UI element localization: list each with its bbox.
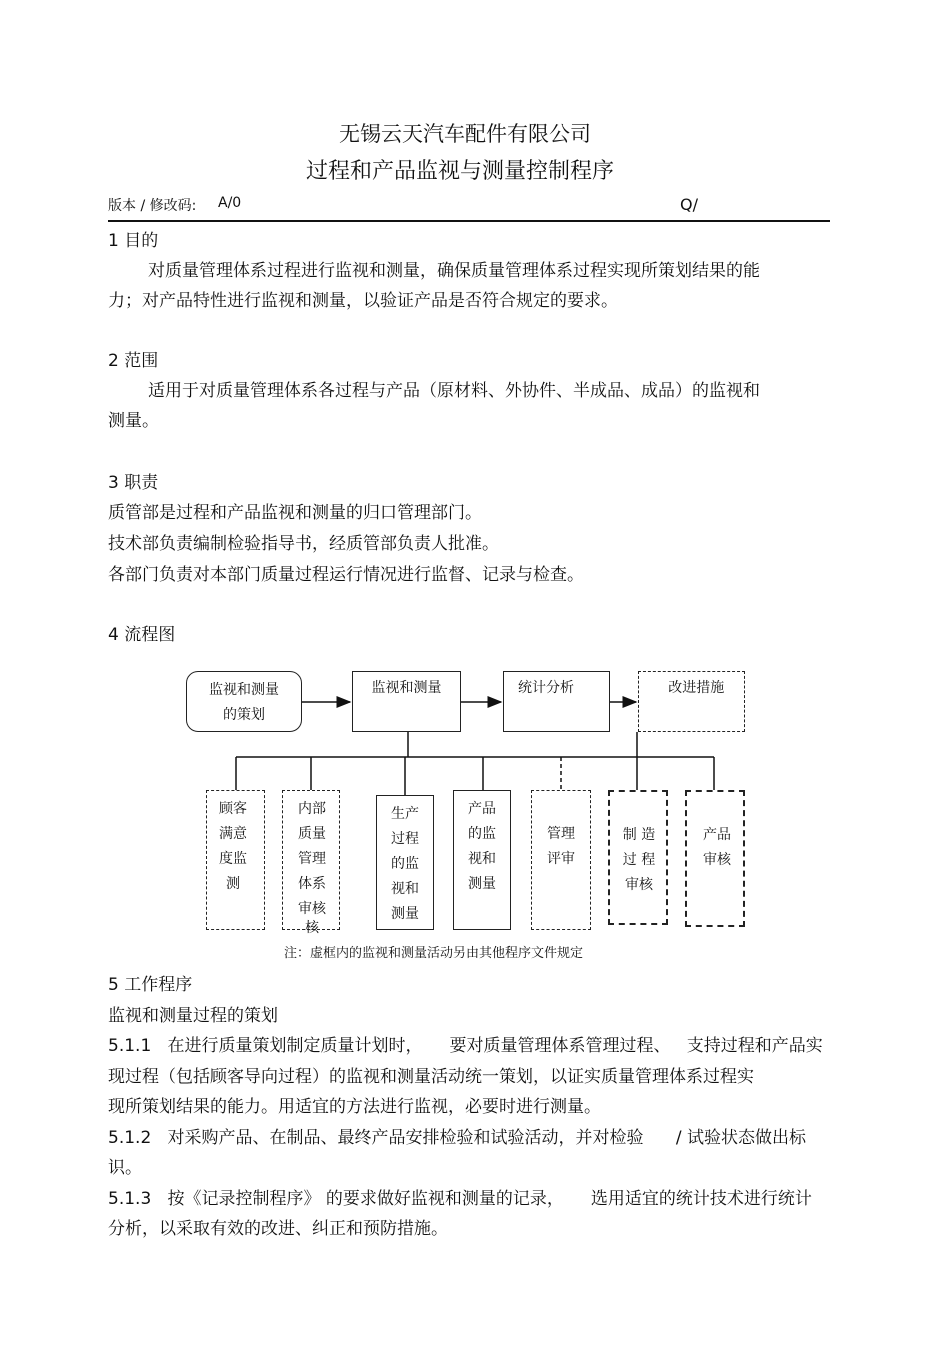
sub-box-production-process: [376, 795, 434, 930]
flow-box-planning: [186, 671, 302, 732]
section-1-line-1: 对质量管理体系过程进行监视和测量，确保质量管理体系过程实现所策划结果的能: [148, 261, 760, 281]
sub-text: 测量: [391, 906, 419, 922]
company-name: 无锡云天汽车配件有限公司: [339, 122, 591, 146]
version-value: A/0: [218, 195, 242, 211]
sub-text: 制 造: [622, 827, 656, 843]
p511-line-1: 5.1.1 在进行质量策划制定质量计划时， 要对质量管理体系管理过程、 支持过程和产品实: [108, 1036, 823, 1056]
sub-text: 体系: [298, 876, 326, 892]
section-3-line-2: 技术部负责编制检验指导书，经质管部负责人批准。: [108, 534, 499, 554]
section-4-heading: 4 流程图: [108, 625, 176, 645]
p512-line-2: 识。: [108, 1158, 142, 1178]
planning-line-2: 的策划: [223, 707, 265, 723]
sub-text: 管理: [547, 826, 575, 842]
document-title: 过程和产品监视与测量控制程序: [305, 159, 614, 184]
document-code: Q/: [680, 195, 698, 214]
sub-box-product-monitoring: [453, 790, 511, 930]
sub-text: 生产: [391, 806, 419, 822]
sub-text: 产品: [703, 827, 731, 843]
flow-box-monitor: [352, 671, 461, 732]
flowchart-note: 注：虚框内的监视和测量活动另由其他程序文件规定: [284, 946, 584, 961]
sub-text: 评审: [547, 851, 575, 867]
sub-box-internal-audit: [282, 790, 340, 936]
sub-text: 审核: [625, 877, 653, 893]
sub-box-product-audit: [685, 790, 745, 927]
analysis-label: 统计分析: [518, 680, 574, 696]
sub-text: 的监: [468, 826, 496, 842]
sub-text: 核: [305, 920, 319, 936]
sub-box-management-review: [531, 790, 591, 930]
sub-box-process-audit: [608, 790, 668, 925]
flow-box-analysis: [503, 671, 610, 732]
sub-text: 过 程: [622, 852, 656, 868]
section-3-heading: 3 职责: [108, 473, 159, 493]
sub-text: 过程: [391, 831, 419, 847]
version-label: 版本 / 修改码:: [108, 198, 197, 214]
section-5-subheading: 监视和测量过程的策划: [108, 1006, 278, 1026]
sub-text: 度监: [219, 851, 247, 867]
section-1-heading: 1 目的: [108, 231, 159, 251]
section-3-line-3: 各部门负责对本部门质量过程运行情况进行监督、记录与检查。: [108, 565, 584, 585]
sub-text: 满意: [219, 826, 247, 842]
sub-text: 视和: [391, 881, 419, 897]
section-2-line-1: 适用于对质量管理体系各过程与产品（原材料、外协件、半成品、成品）的监视和: [148, 381, 760, 401]
sub-text: 产品: [468, 801, 496, 817]
p512-line-1: 5.1.2 对采购产品、在制品、最终产品安排检验和试验活动，并对检验 / 试验状态做出标: [108, 1128, 807, 1148]
sub-text: 测: [226, 876, 240, 892]
sub-text: 的监: [391, 856, 419, 872]
sub-text: 审核: [703, 852, 731, 868]
sub-text: 视和: [468, 851, 496, 867]
sub-text: 顾客: [219, 801, 247, 817]
sub-text: 内部: [298, 801, 326, 817]
p511-line-2: 现过程（包括顾客导向过程）的监视和测量活动统一策划，以证实质量管理体系过程实: [108, 1067, 754, 1087]
sub-text: 测量: [468, 876, 496, 892]
planning-line-1: 监视和测量: [209, 682, 279, 698]
improve-label: 改进措施: [668, 680, 725, 696]
section-1-line-2: 力；对产品特性进行监视和测量，以验证产品是否符合规定的要求。: [108, 291, 618, 311]
sub-text: 审核: [298, 901, 326, 917]
section-5-heading: 5 工作程序: [108, 975, 193, 995]
p513-line-1: 5.1.3 按《记录控制程序》 的要求做好监视和测量的记录， 选用适宜的统计技术进行统计: [108, 1189, 812, 1209]
section-3-line-1: 质管部是过程和产品监视和测量的归口管理部门。: [108, 503, 482, 523]
monitor-label: 监视和测量: [371, 680, 442, 696]
flow-box-improve: [638, 671, 745, 732]
section-2-line-2: 测量。: [108, 411, 159, 431]
p511-line-3: 现所策划结果的能力。用适宜的方法进行监视，必要时进行测量。: [108, 1097, 601, 1117]
sub-box-customer-satisfaction: [206, 790, 265, 930]
section-2-heading: 2 范围: [108, 351, 159, 371]
sub-text: 管理: [298, 851, 326, 867]
p513-line-2: 分析，以采取有效的改进、纠正和预防措施。: [108, 1219, 448, 1239]
sub-text: 质量: [298, 826, 326, 842]
